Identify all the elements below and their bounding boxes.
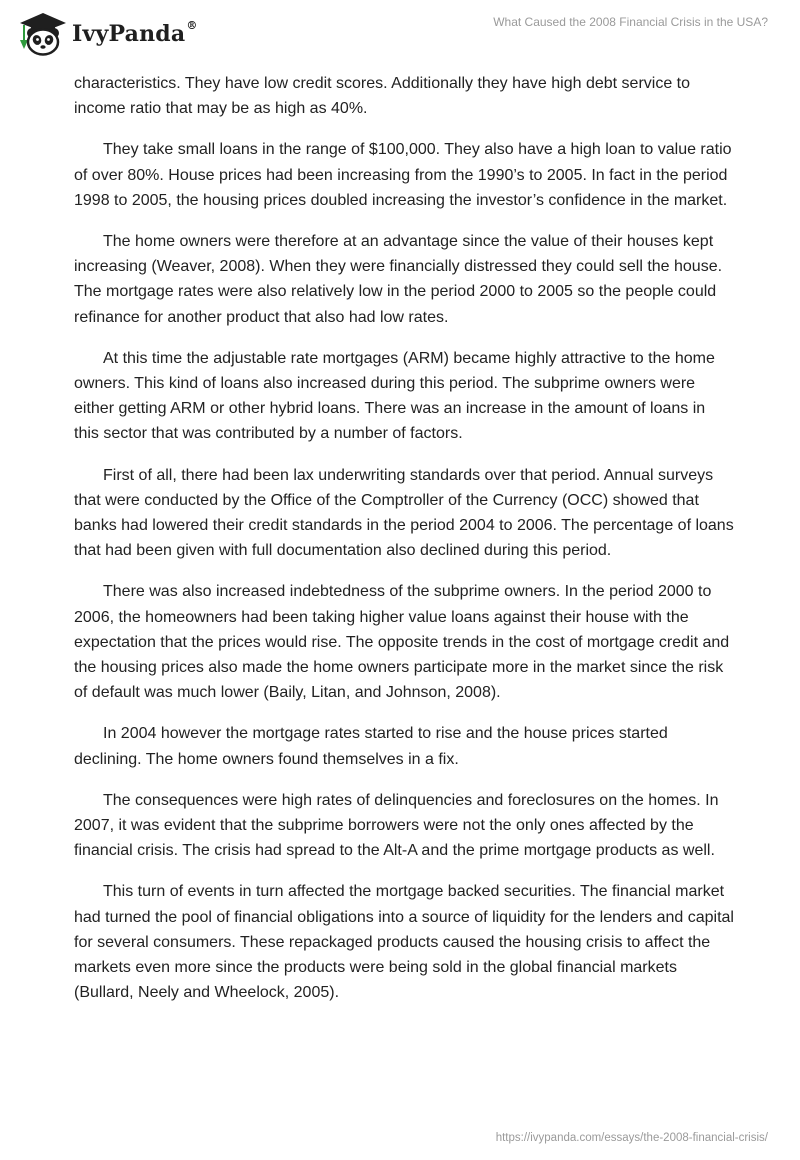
paragraph: In 2004 however the mortgage rates started to rise and the house prices started declining. The home owners found themselves in a fix. bbox=[74, 725, 668, 768]
panda-graduate-icon bbox=[16, 9, 66, 57]
paragraph: characteristics. They have low credit scores. Additionally they have high debt service to income ratio that may be as high as 40%. bbox=[74, 75, 691, 118]
paragraph: There was also increased indebtedness of the subprime owners. In the period 2000 to 2006, the homeowners had been taking higher value loans against their house with the expectation that the prices would rise. The opposite trends in the cost of mortgage credit and the housing prices also made the home owners participate more in the market since the risk of default was much lower (Baily, Litan, and Johnson, 2008). bbox=[74, 583, 730, 702]
paragraph: First of all, there had been lax underwriting standards over that period. Annual surveys that were conducted by the Office of the Comptroller of the Currency (OCC) showed that banks had lowered their credit standards in the period 2004 to 2006. The percentage of loans that had been given with full documentation also declined during this period. bbox=[74, 466, 734, 560]
paragraph: At this time the adjustable rate mortgages (ARM) became highly attractive to the home owners. This kind of loans also increased during this period. The subprime owners were either getting ARM or other hybrid loans. There was an increase in the amount of loans in this sector that was contributed by a number of factors. bbox=[74, 349, 715, 443]
essay-body bbox=[74, 71, 734, 1022]
paragraph: The consequences were high rates of delinquencies and foreclosures on the homes. In 2007, it was evident that the subprime borrowers were not the only ones affected by the financial crisis. The crisis had spread to the Alt-A and the prime mortgage products as well. bbox=[74, 791, 719, 860]
paragraph: They take small loans in the range of $100,000. They also have a high loan to value ratio of over 80%. House prices had been increasing from the 1990’s to 2005. In fact in the period 1998 to 2005, the housing prices doubled increasing the investor’s confidence in the market. bbox=[74, 141, 732, 209]
source-url-link[interactable]: https://ivypanda.com/essays/the-2008-financial-crisis/ bbox=[495, 1132, 768, 1144]
document-title: What Caused the 2008 Financial Crisis in the USA? bbox=[493, 15, 768, 29]
page-header bbox=[0, 0, 800, 72]
paragraph: This turn of events in turn affected the mortgage backed securities. The financial market had turned the pool of financial obligations into a source of liquidity for the lenders and capital for several consumers. These repackaged products caused the housing crisis to affect the markets even more since the products were being sold in the global financial markets (Bullard, Neely and Wheelock, 2005). bbox=[74, 883, 734, 1002]
brand-logo[interactable] bbox=[16, 9, 198, 57]
brand-name: IvyPanda® bbox=[72, 18, 198, 47]
paragraph: The home owners were therefore at an advantage since the value of their houses kept increasing (Weaver, 2008). When they were financially distressed they could sell the house. The mortgage rates were also relatively low in the period 2000 to 2005 so the people could refinance for another product that also had low rates. bbox=[74, 233, 723, 326]
